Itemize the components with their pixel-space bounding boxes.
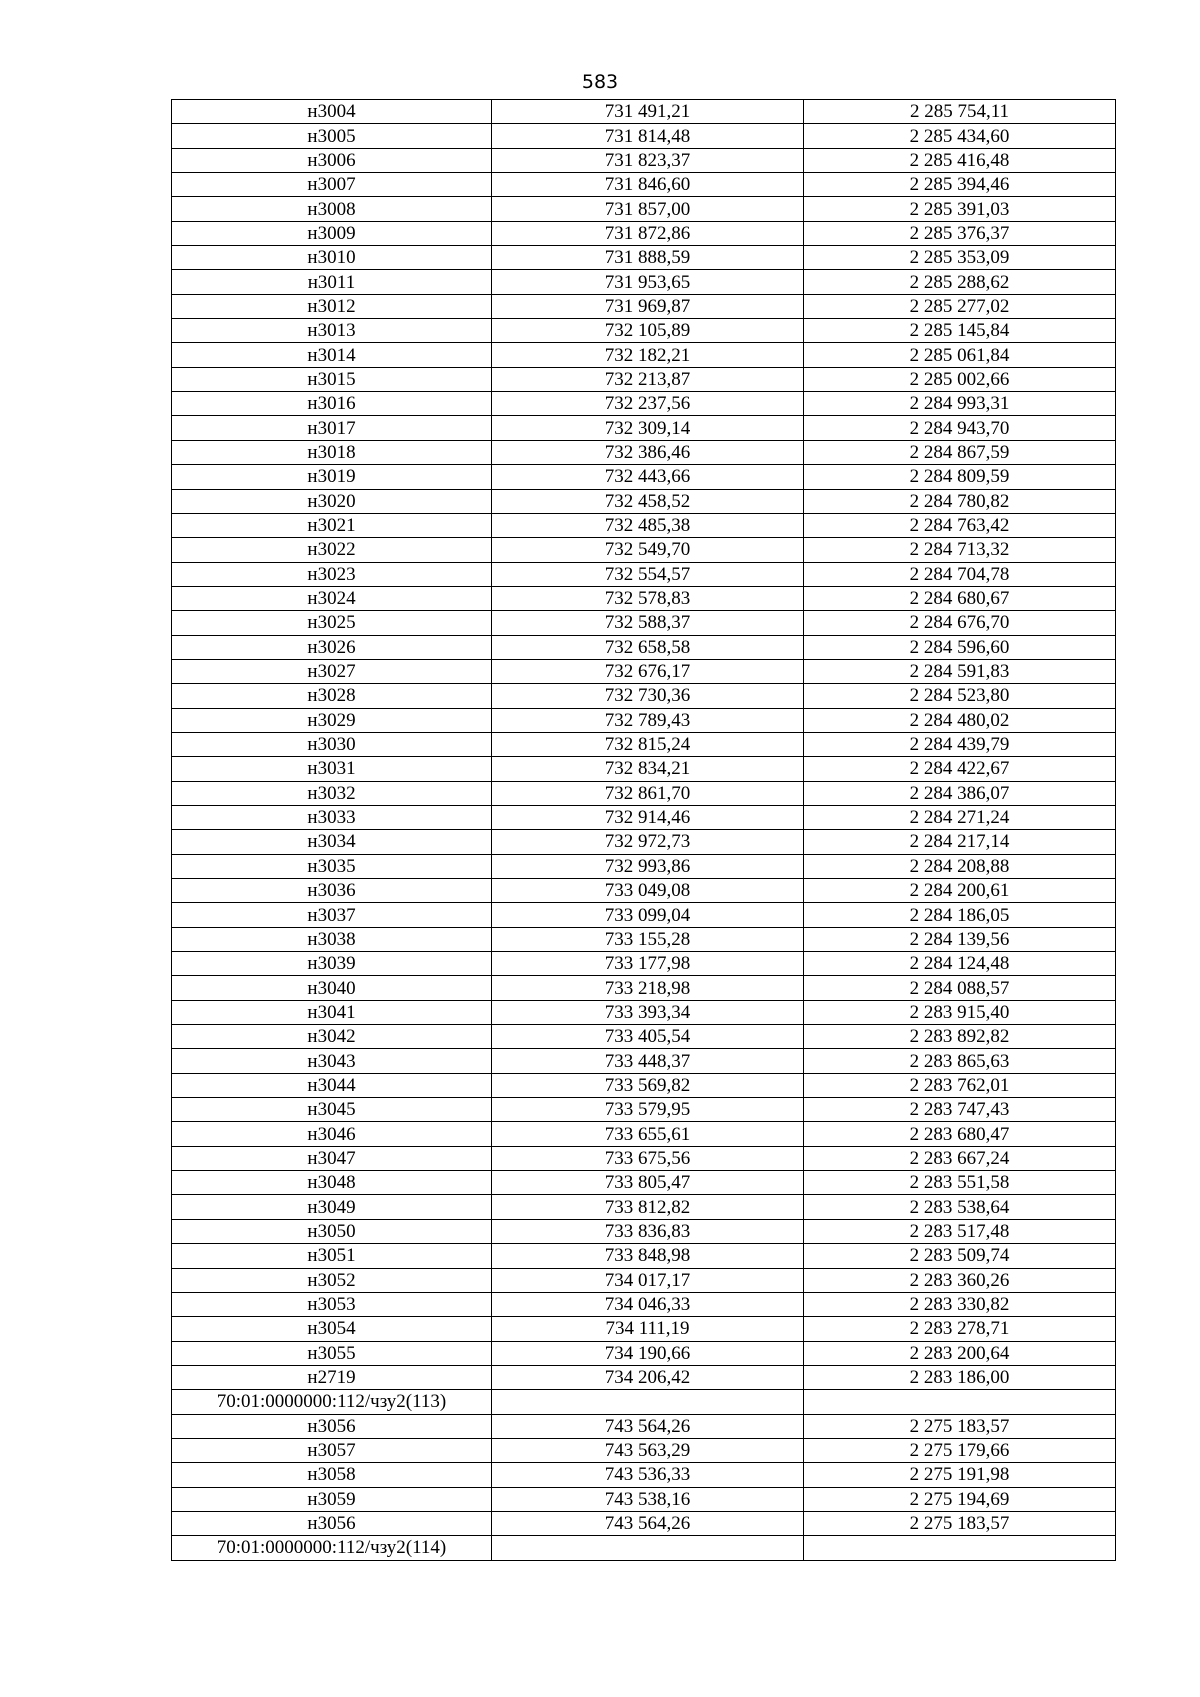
y-coordinate-cell: 2 284 439,79 (804, 732, 1116, 756)
y-coordinate-cell: 2 283 360,26 (804, 1268, 1116, 1292)
y-coordinate-cell: 2 284 208,88 (804, 854, 1116, 878)
table-row (172, 927, 1116, 951)
point-cell: н3026 (172, 635, 492, 659)
point-cell: н3046 (172, 1122, 492, 1146)
y-coordinate-cell: 2 284 943,70 (804, 416, 1116, 440)
y-coordinate-cell: 2 284 386,07 (804, 781, 1116, 805)
point-cell: н3048 (172, 1171, 492, 1195)
point-cell: н3018 (172, 440, 492, 464)
x-coordinate-cell: 733 579,95 (492, 1098, 804, 1122)
x-coordinate-cell: 732 815,24 (492, 732, 804, 756)
y-coordinate-cell: 2 283 551,58 (804, 1171, 1116, 1195)
point-cell: н3047 (172, 1146, 492, 1170)
table-row (172, 781, 1116, 805)
y-coordinate-cell: 2 283 865,63 (804, 1049, 1116, 1073)
x-coordinate-cell: 732 730,36 (492, 684, 804, 708)
x-coordinate-cell: 731 846,60 (492, 173, 804, 197)
y-coordinate-cell: 2 284 713,32 (804, 538, 1116, 562)
point-cell: н3039 (172, 952, 492, 976)
table-row (172, 465, 1116, 489)
table-row (172, 903, 1116, 927)
table-row (172, 100, 1116, 124)
point-cell: н3037 (172, 903, 492, 927)
x-coordinate-cell: 743 563,29 (492, 1438, 804, 1462)
point-cell: н3041 (172, 1000, 492, 1024)
table-row (172, 270, 1116, 294)
x-coordinate-cell: 733 836,83 (492, 1219, 804, 1243)
point-cell: н3057 (172, 1438, 492, 1462)
x-coordinate-cell: 743 564,26 (492, 1511, 804, 1535)
table-row (172, 1025, 1116, 1049)
x-coordinate-cell: 732 485,38 (492, 513, 804, 537)
y-coordinate-cell: 2 284 867,59 (804, 440, 1116, 464)
x-coordinate-cell: 732 914,46 (492, 805, 804, 829)
x-coordinate-cell: 732 861,70 (492, 781, 804, 805)
x-coordinate-cell: 734 190,66 (492, 1341, 804, 1365)
x-coordinate-cell: 732 443,66 (492, 465, 804, 489)
y-coordinate-cell: 2 284 200,61 (804, 879, 1116, 903)
x-coordinate-cell: 732 309,14 (492, 416, 804, 440)
table-row (172, 1487, 1116, 1511)
table-row (172, 489, 1116, 513)
x-coordinate-cell: 733 448,37 (492, 1049, 804, 1073)
table-row (172, 757, 1116, 781)
y-coordinate-cell: 2 283 747,43 (804, 1098, 1116, 1122)
page-number: 583 (581, 71, 619, 93)
table-row (172, 1219, 1116, 1243)
table-row (172, 1000, 1116, 1024)
point-cell: н3019 (172, 465, 492, 489)
point-cell: н3059 (172, 1487, 492, 1511)
point-cell: н3058 (172, 1463, 492, 1487)
x-coordinate-cell: 732 182,21 (492, 343, 804, 367)
y-coordinate-cell: 2 283 667,24 (804, 1146, 1116, 1170)
point-cell: н3024 (172, 586, 492, 610)
table-row (172, 1268, 1116, 1292)
table-row (172, 1536, 1116, 1560)
point-cell: 70:01:0000000:112/чзу2(114) (172, 1536, 492, 1560)
table-row (172, 148, 1116, 172)
point-cell: н3035 (172, 854, 492, 878)
point-cell: н3040 (172, 976, 492, 1000)
x-coordinate-cell: 732 789,43 (492, 708, 804, 732)
x-coordinate-cell: 732 658,58 (492, 635, 804, 659)
y-coordinate-cell: 2 285 394,46 (804, 173, 1116, 197)
y-coordinate-cell: 2 283 915,40 (804, 1000, 1116, 1024)
x-coordinate-cell: 732 213,87 (492, 367, 804, 391)
y-coordinate-cell: 2 284 704,78 (804, 562, 1116, 586)
y-coordinate-cell: 2 284 523,80 (804, 684, 1116, 708)
point-cell: н3005 (172, 124, 492, 148)
point-cell: н3052 (172, 1268, 492, 1292)
coordinates-table-body (172, 100, 1116, 1561)
table-row (172, 173, 1116, 197)
table-row (172, 1195, 1116, 1219)
point-cell: н3031 (172, 757, 492, 781)
y-coordinate-cell: 2 284 422,67 (804, 757, 1116, 781)
point-cell: н3014 (172, 343, 492, 367)
x-coordinate-cell: 732 549,70 (492, 538, 804, 562)
table-row (172, 440, 1116, 464)
table-row (172, 1073, 1116, 1097)
y-coordinate-cell (804, 1390, 1116, 1414)
table-row (172, 343, 1116, 367)
table-row (172, 246, 1116, 270)
point-cell: н3042 (172, 1025, 492, 1049)
y-coordinate-cell: 2 284 217,14 (804, 830, 1116, 854)
x-coordinate-cell: 743 536,33 (492, 1463, 804, 1487)
x-coordinate-cell: 733 155,28 (492, 927, 804, 951)
table-row (172, 1414, 1116, 1438)
x-coordinate-cell: 732 972,73 (492, 830, 804, 854)
x-coordinate-cell: 732 588,37 (492, 611, 804, 635)
table-row (172, 1317, 1116, 1341)
table-row (172, 1098, 1116, 1122)
y-coordinate-cell: 2 283 680,47 (804, 1122, 1116, 1146)
x-coordinate-cell: 732 458,52 (492, 489, 804, 513)
y-coordinate-cell: 2 285 754,11 (804, 100, 1116, 124)
point-cell: н3038 (172, 927, 492, 951)
x-coordinate-cell: 732 105,89 (492, 319, 804, 343)
x-coordinate-cell: 733 049,08 (492, 879, 804, 903)
y-coordinate-cell: 2 284 809,59 (804, 465, 1116, 489)
point-cell: н3022 (172, 538, 492, 562)
table-row (172, 879, 1116, 903)
x-coordinate-cell: 733 675,56 (492, 1146, 804, 1170)
x-coordinate-cell: 733 655,61 (492, 1122, 804, 1146)
y-coordinate-cell: 2 284 680,67 (804, 586, 1116, 610)
point-cell: н3036 (172, 879, 492, 903)
point-cell: н3008 (172, 197, 492, 221)
point-cell: н3017 (172, 416, 492, 440)
x-coordinate-cell: 732 834,21 (492, 757, 804, 781)
table-row (172, 708, 1116, 732)
table-row (172, 684, 1116, 708)
x-coordinate-cell: 732 237,56 (492, 392, 804, 416)
y-coordinate-cell (804, 1536, 1116, 1560)
point-cell: н3030 (172, 732, 492, 756)
point-cell: н3009 (172, 221, 492, 245)
point-cell: н3004 (172, 100, 492, 124)
y-coordinate-cell: 2 284 596,60 (804, 635, 1116, 659)
point-cell: н3012 (172, 294, 492, 318)
x-coordinate-cell: 732 676,17 (492, 659, 804, 683)
x-coordinate-cell: 733 393,34 (492, 1000, 804, 1024)
y-coordinate-cell: 2 284 780,82 (804, 489, 1116, 513)
y-coordinate-cell: 2 284 139,56 (804, 927, 1116, 951)
y-coordinate-cell: 2 285 145,84 (804, 319, 1116, 343)
table-row (172, 294, 1116, 318)
y-coordinate-cell: 2 283 892,82 (804, 1025, 1116, 1049)
y-coordinate-cell: 2 285 002,66 (804, 367, 1116, 391)
y-coordinate-cell: 2 284 088,57 (804, 976, 1116, 1000)
x-coordinate-cell: 732 386,46 (492, 440, 804, 464)
point-cell: н3049 (172, 1195, 492, 1219)
point-cell: н3033 (172, 805, 492, 829)
point-cell: н3020 (172, 489, 492, 513)
y-coordinate-cell: 2 283 517,48 (804, 1219, 1116, 1243)
y-coordinate-cell: 2 283 509,74 (804, 1244, 1116, 1268)
point-cell: н3013 (172, 319, 492, 343)
table-row (172, 586, 1116, 610)
point-cell: н3028 (172, 684, 492, 708)
x-coordinate-cell: 731 823,37 (492, 148, 804, 172)
table-row (172, 1244, 1116, 1268)
y-coordinate-cell: 2 275 183,57 (804, 1511, 1116, 1535)
table-row (172, 1171, 1116, 1195)
y-coordinate-cell: 2 284 993,31 (804, 392, 1116, 416)
y-coordinate-cell: 2 285 061,84 (804, 343, 1116, 367)
table-row (172, 513, 1116, 537)
y-coordinate-cell: 2 283 186,00 (804, 1365, 1116, 1389)
y-coordinate-cell: 2 275 183,57 (804, 1414, 1116, 1438)
table-row (172, 830, 1116, 854)
y-coordinate-cell: 2 283 200,64 (804, 1341, 1116, 1365)
x-coordinate-cell: 743 564,26 (492, 1414, 804, 1438)
table-row (172, 952, 1116, 976)
point-cell: н3015 (172, 367, 492, 391)
point-cell: н3054 (172, 1317, 492, 1341)
y-coordinate-cell: 2 284 480,02 (804, 708, 1116, 732)
y-coordinate-cell: 2 284 676,70 (804, 611, 1116, 635)
x-coordinate-cell: 731 888,59 (492, 246, 804, 270)
y-coordinate-cell: 2 284 763,42 (804, 513, 1116, 537)
x-coordinate-cell: 733 805,47 (492, 1171, 804, 1195)
table-row (172, 611, 1116, 635)
table-row (172, 319, 1116, 343)
table-row (172, 124, 1116, 148)
table-row (172, 854, 1116, 878)
table-row (172, 416, 1116, 440)
point-cell: н3055 (172, 1341, 492, 1365)
table-row (172, 1122, 1116, 1146)
table-row (172, 1463, 1116, 1487)
table-row (172, 1146, 1116, 1170)
y-coordinate-cell: 2 284 124,48 (804, 952, 1116, 976)
point-cell: н3010 (172, 246, 492, 270)
table-row (172, 367, 1116, 391)
table-row (172, 635, 1116, 659)
y-coordinate-cell: 2 285 416,48 (804, 148, 1116, 172)
y-coordinate-cell: 2 275 179,66 (804, 1438, 1116, 1462)
x-coordinate-cell: 734 111,19 (492, 1317, 804, 1341)
table-row (172, 562, 1116, 586)
x-coordinate-cell: 733 218,98 (492, 976, 804, 1000)
table-row (172, 1365, 1116, 1389)
table-row (172, 221, 1116, 245)
x-coordinate-cell: 733 848,98 (492, 1244, 804, 1268)
point-cell: н3045 (172, 1098, 492, 1122)
x-coordinate-cell: 743 538,16 (492, 1487, 804, 1511)
x-coordinate-cell: 731 814,48 (492, 124, 804, 148)
table-row (172, 1341, 1116, 1365)
point-cell: н3025 (172, 611, 492, 635)
table-row (172, 1049, 1116, 1073)
x-coordinate-cell: 731 953,65 (492, 270, 804, 294)
x-coordinate-cell: 734 206,42 (492, 1365, 804, 1389)
point-cell: н3006 (172, 148, 492, 172)
point-cell: н3029 (172, 708, 492, 732)
x-coordinate-cell: 733 099,04 (492, 903, 804, 927)
table-row (172, 197, 1116, 221)
y-coordinate-cell: 2 283 278,71 (804, 1317, 1116, 1341)
table-row (172, 1511, 1116, 1535)
x-coordinate-cell: 732 554,57 (492, 562, 804, 586)
y-coordinate-cell: 2 284 591,83 (804, 659, 1116, 683)
y-coordinate-cell: 2 285 288,62 (804, 270, 1116, 294)
table-row (172, 659, 1116, 683)
point-cell: н3021 (172, 513, 492, 537)
point-cell: н3032 (172, 781, 492, 805)
y-coordinate-cell: 2 284 271,24 (804, 805, 1116, 829)
x-coordinate-cell: 731 969,87 (492, 294, 804, 318)
point-cell: н3016 (172, 392, 492, 416)
x-coordinate-cell: 731 872,86 (492, 221, 804, 245)
x-coordinate-cell: 734 017,17 (492, 1268, 804, 1292)
x-coordinate-cell: 731 857,00 (492, 197, 804, 221)
point-cell: н3056 (172, 1511, 492, 1535)
point-cell: н3027 (172, 659, 492, 683)
point-cell: н3044 (172, 1073, 492, 1097)
x-coordinate-cell: 732 993,86 (492, 854, 804, 878)
point-cell: н3053 (172, 1292, 492, 1316)
point-cell: н3056 (172, 1414, 492, 1438)
y-coordinate-cell: 2 283 330,82 (804, 1292, 1116, 1316)
table-row (172, 976, 1116, 1000)
y-coordinate-cell: 2 285 391,03 (804, 197, 1116, 221)
table-row (172, 732, 1116, 756)
y-coordinate-cell: 2 275 194,69 (804, 1487, 1116, 1511)
coordinates-table (171, 99, 1116, 1561)
table-row (172, 1292, 1116, 1316)
x-coordinate-cell (492, 1390, 804, 1414)
point-cell: н3023 (172, 562, 492, 586)
table-row (172, 805, 1116, 829)
table-row (172, 392, 1116, 416)
point-cell: н3034 (172, 830, 492, 854)
y-coordinate-cell: 2 285 353,09 (804, 246, 1116, 270)
y-coordinate-cell: 2 283 762,01 (804, 1073, 1116, 1097)
point-cell: н3043 (172, 1049, 492, 1073)
point-cell: н2719 (172, 1365, 492, 1389)
x-coordinate-cell: 733 569,82 (492, 1073, 804, 1097)
x-coordinate-cell: 733 405,54 (492, 1025, 804, 1049)
x-coordinate-cell: 733 812,82 (492, 1195, 804, 1219)
table-row (172, 538, 1116, 562)
x-coordinate-cell: 731 491,21 (492, 100, 804, 124)
x-coordinate-cell (492, 1536, 804, 1560)
y-coordinate-cell: 2 285 376,37 (804, 221, 1116, 245)
y-coordinate-cell: 2 275 191,98 (804, 1463, 1116, 1487)
point-cell: н3011 (172, 270, 492, 294)
y-coordinate-cell: 2 285 434,60 (804, 124, 1116, 148)
point-cell: н3051 (172, 1244, 492, 1268)
point-cell: н3050 (172, 1219, 492, 1243)
x-coordinate-cell: 734 046,33 (492, 1292, 804, 1316)
table-row (172, 1438, 1116, 1462)
point-cell: 70:01:0000000:112/чзу2(113) (172, 1390, 492, 1414)
y-coordinate-cell: 2 284 186,05 (804, 903, 1116, 927)
table-row (172, 1390, 1116, 1414)
x-coordinate-cell: 732 578,83 (492, 586, 804, 610)
point-cell: н3007 (172, 173, 492, 197)
y-coordinate-cell: 2 283 538,64 (804, 1195, 1116, 1219)
x-coordinate-cell: 733 177,98 (492, 952, 804, 976)
y-coordinate-cell: 2 285 277,02 (804, 294, 1116, 318)
